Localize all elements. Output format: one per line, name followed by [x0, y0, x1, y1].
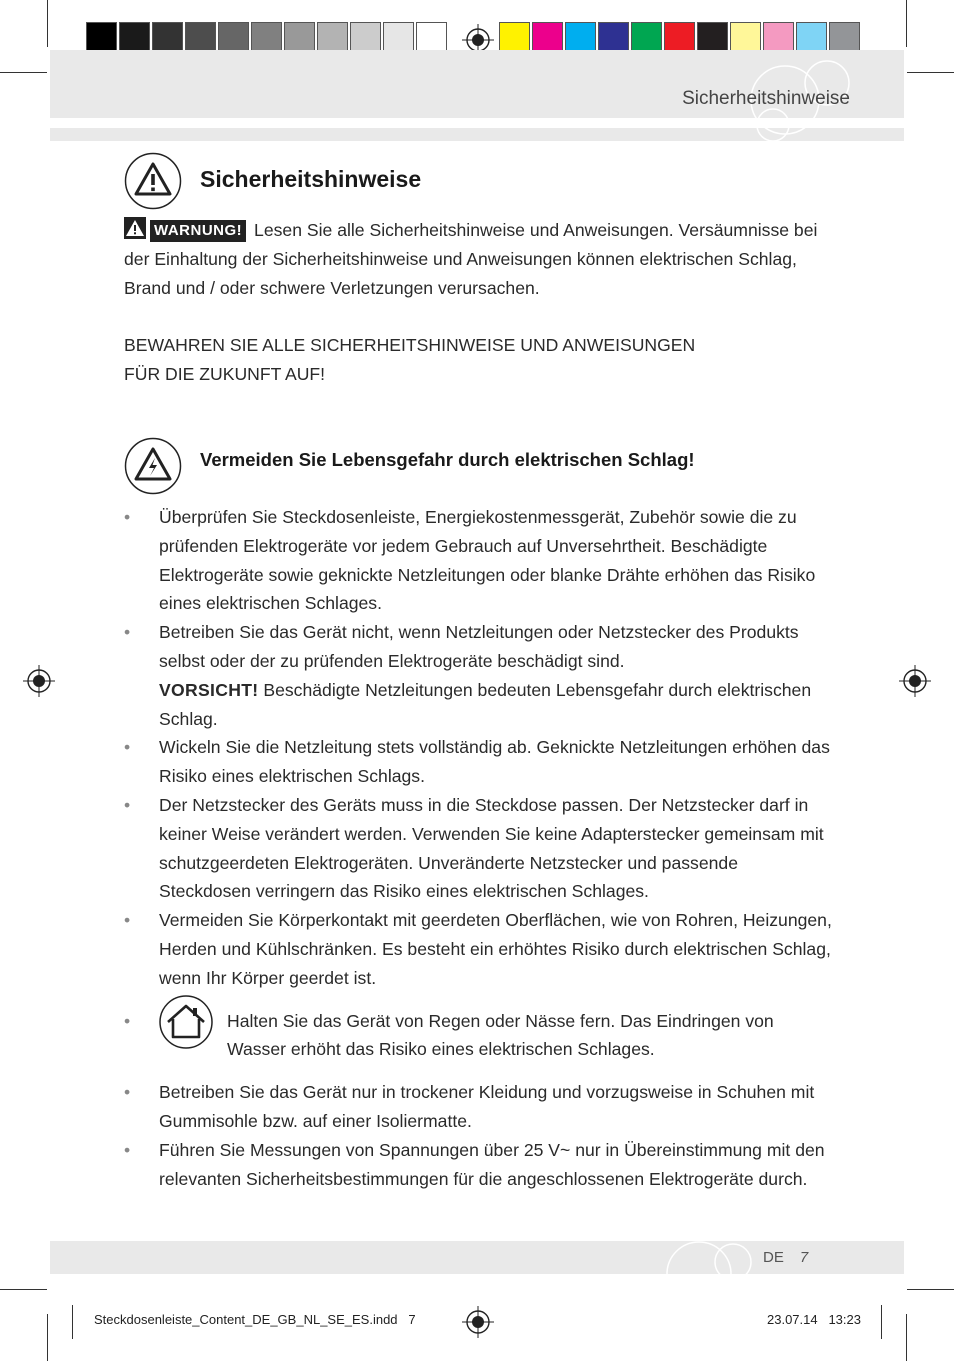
- decorative-circles: [665, 1222, 755, 1274]
- list-item-text: Halten Sie das Gerät von Regen oder Nässe fern. Das Eindringen von Wasser erhöht das Risiko eines elektrischen Schlages.: [227, 1010, 774, 1060]
- bullet: •: [124, 1082, 131, 1103]
- bullet: •: [124, 910, 131, 931]
- list-item: [124, 503, 834, 618]
- crop-mark: [907, 72, 954, 73]
- bullet: •: [124, 507, 131, 527]
- registration-mark-icon: [23, 665, 55, 697]
- language-code: DE: [763, 1249, 784, 1266]
- keep-instructions-line-1: BEWAHREN SIE ALLE SICHERHEITSHINWEISE UND ANWEISUNGEN: [124, 335, 696, 355]
- warning-triangle-icon: [124, 152, 182, 210]
- warning-paragraph: [124, 216, 834, 303]
- crop-mark: [72, 1305, 73, 1339]
- crop-mark: [47, 1314, 48, 1361]
- keep-instructions-line-2: FÜR DIE ZUKUNFT AUF!: [124, 364, 326, 384]
- page-num: 7: [799, 1249, 809, 1266]
- caution-text: Beschädigte Netzleitungen bedeuten Lebensgefahr durch elektrischen Schlag.: [159, 679, 812, 729]
- list-item-text: Betreiben Sie das Gerät nur in trockener Kleidung und vorzugsweise in Schuhen mit Gummisohle bzw. auf einer Isoliermatte.: [159, 1082, 815, 1131]
- crop-mark: [907, 1289, 954, 1290]
- bullet: •: [124, 794, 131, 815]
- bullet: •: [124, 622, 131, 643]
- page-number: [763, 1249, 808, 1266]
- registration-mark-icon: [899, 665, 931, 697]
- electric-shock-icon: [124, 437, 182, 495]
- list-item: [124, 618, 834, 733]
- crop-mark: [881, 1305, 882, 1339]
- warning-badge: WARNUNG!: [150, 220, 246, 242]
- list-item-text: Betreiben Sie das Gerät nicht, wenn Netzleitungen oder Netzstecker des Produkts selbst oder der zu prüfenden Elektrogeräte beschädigt sind.: [159, 622, 799, 671]
- list-item: [124, 1007, 834, 1065]
- slug-filename: Steckdosenleiste_Content_DE_GB_NL_SE_ES.indd 7: [94, 1312, 416, 1327]
- list-item-text: Der Netzstecker des Geräts muss in die Steckdose passen. Der Netzstecker darf in keiner Weise verändert werden. Verwenden Sie keine Adapterstecker gemeinsam mit schutzgeerdeten Elektrogeräten. Unveränderte Netzstecker und passende Steckdosen verringern das Risiko eines elektrischen Schlages.: [159, 794, 824, 902]
- list-item-text: Vermeiden Sie Körperkontakt mit geerdeten Oberflächen, wie von Rohren, Heizungen, Herden und Kühlschränken. Es besteht ein erhöhtes Risiko durch elektrischen Schlag, wenn Ihr Körper geerdet ist.: [159, 910, 832, 988]
- indoor-house-icon: [159, 995, 213, 1049]
- slug-date: 23.07.14 13:23: [767, 1312, 861, 1327]
- list-item: [124, 733, 834, 791]
- electric-section-title: Vermeiden Sie Lebensgefahr durch elektrischen Schlag!: [200, 449, 695, 470]
- bullet: •: [124, 1139, 131, 1160]
- header-title: Sicherheitshinweise: [682, 88, 850, 109]
- section-title: Sicherheitshinweise: [200, 166, 422, 192]
- crop-mark: [0, 72, 47, 73]
- list-item-text: Überprüfen Sie Steckdosenleiste, Energiekostenmessgerät, Zubehör sowie die zu prüfenden Elektrogeräte vor jedem Gebrauch auf Unversehrtheit. Beschädigte Elektrogeräte sowie geknickte Netzleitungen oder blanke Drähte erhöhen das Risiko eines elektrischen Schlages.: [159, 507, 816, 614]
- list-item: [124, 791, 834, 906]
- crop-mark: [906, 1314, 907, 1361]
- safety-list: [124, 503, 834, 1193]
- crop-mark: [906, 0, 907, 47]
- registration-mark-icon: [462, 1306, 494, 1338]
- list-item-text: Wickeln Sie die Netzleitung stets vollständig ab. Geknickte Netzleitungen erhöhen das Risiko eines elektrischen Schlags.: [159, 737, 830, 787]
- list-item-text: Führen Sie Messungen von Spannungen über 25 V~ nur in Übereinstimmung mit den relevanten Sicherheitsbestimmungen für die angeschlossenen Elektrogeräte durch.: [159, 1139, 825, 1189]
- crop-mark: [0, 1289, 47, 1290]
- warning-text: Lesen Sie alle Sicherheitshinweise und Anweisungen. Versäumnisse bei der Einhaltung der Sicherheitshinweise und Anweisungen können elektrischen Schlag, Brand und / oder schwere Verletzungen verursachen.: [124, 220, 818, 298]
- bullet: •: [124, 1010, 131, 1031]
- caution-label: VORSICHT!: [159, 679, 259, 700]
- list-item: [124, 1078, 834, 1136]
- crop-mark: [47, 0, 48, 47]
- bullet: •: [124, 737, 131, 758]
- list-item: [124, 1136, 834, 1194]
- list-item: [124, 906, 834, 992]
- warning-triangle-icon: [124, 217, 146, 239]
